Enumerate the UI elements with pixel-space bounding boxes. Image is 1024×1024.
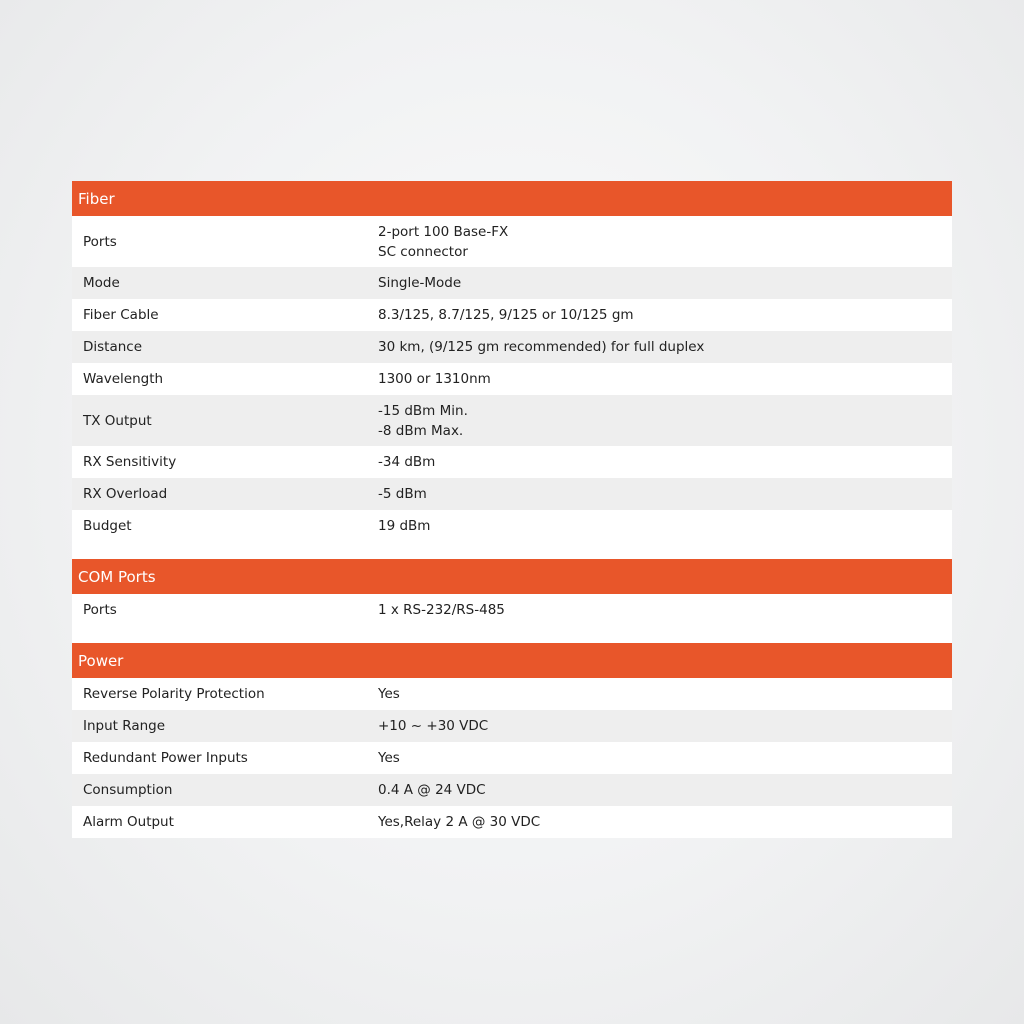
spec-value-line: Yes <box>378 686 400 702</box>
spec-label: Wavelength <box>83 371 164 387</box>
spec-label: TX Output <box>83 412 152 429</box>
spec-label: Reverse Polarity Protection <box>83 686 265 702</box>
table-row <box>72 774 952 806</box>
spec-value <box>378 684 952 704</box>
table-row <box>72 446 952 478</box>
section-rows <box>72 216 952 542</box>
spec-value <box>378 273 952 293</box>
section-header: Power <box>72 643 952 678</box>
spec-value <box>378 748 952 768</box>
spec-value-line: 0.4 A @ 24 VDC <box>378 782 486 798</box>
spec-value-line: 30 km, (9/125 gm recommended) for full duplex <box>378 339 705 355</box>
table-row <box>72 331 952 363</box>
spec-value <box>378 780 952 800</box>
spec-label: Fiber Cable <box>83 307 159 323</box>
spec-label: Ports <box>83 602 117 618</box>
spec-label: Distance <box>83 339 143 355</box>
table-row <box>72 678 952 710</box>
spec-value <box>378 452 952 472</box>
spec-value-line: +10 ~ +30 VDC <box>378 718 489 734</box>
spec-value-line: -15 dBm Min. <box>378 402 468 419</box>
spec-value <box>378 516 952 536</box>
spec-value-line: 19 dBm <box>378 518 431 534</box>
spec-value <box>378 337 952 357</box>
spec-value-line: Yes <box>378 750 400 766</box>
section-header: Fiber <box>72 181 952 216</box>
table-row <box>72 216 952 267</box>
table-row <box>72 299 952 331</box>
spec-label: RX Sensitivity <box>83 454 177 470</box>
spec-value <box>378 716 952 736</box>
spec-label: Ports <box>83 233 117 250</box>
spec-value <box>378 222 952 262</box>
spec-value-line: 2-port 100 Base-FX <box>378 223 509 240</box>
table-row <box>72 710 952 742</box>
table-row <box>72 594 952 626</box>
spec-label: Alarm Output <box>83 814 174 830</box>
spec-value-line: 1 x RS-232/RS-485 <box>378 602 505 618</box>
spec-value-line: -8 dBm Max. <box>378 422 464 439</box>
spec-label: Mode <box>83 275 120 291</box>
spec-value <box>378 369 952 389</box>
section-rows <box>72 678 952 838</box>
section-header: COM Ports <box>72 559 952 594</box>
spec-value-line: Yes,Relay 2 A @ 30 VDC <box>378 814 541 830</box>
table-row <box>72 478 952 510</box>
spec-label: Redundant Power Inputs <box>83 750 248 766</box>
section-spacer <box>72 542 952 559</box>
section-fiber <box>72 181 952 559</box>
spec-label: Budget <box>83 518 132 534</box>
spec-value <box>378 305 952 325</box>
spec-value-line: Single-Mode <box>378 275 462 291</box>
table-row <box>72 395 952 446</box>
spec-label: Input Range <box>83 718 166 734</box>
spec-value-line: 1300 or 1310nm <box>378 371 491 387</box>
spec-value-line: -5 dBm <box>378 486 427 502</box>
section-spacer <box>72 626 952 643</box>
table-row <box>72 267 952 299</box>
spec-value-line: SC connector <box>378 243 468 260</box>
spec-value <box>378 600 952 620</box>
spec-value-line: 8.3/125, 8.7/125, 9/125 or 10/125 gm <box>378 307 634 323</box>
section-power <box>72 643 952 838</box>
section-rows <box>72 594 952 626</box>
table-row <box>72 363 952 395</box>
table-row <box>72 742 952 774</box>
spec-value <box>378 484 952 504</box>
spec-label: Consumption <box>83 782 173 798</box>
spec-table <box>72 181 952 838</box>
table-row <box>72 806 952 838</box>
spec-value <box>378 812 952 832</box>
table-row <box>72 510 952 542</box>
spec-value-line: -34 dBm <box>378 454 436 470</box>
spec-value <box>378 401 952 441</box>
section-com-ports <box>72 559 952 643</box>
spec-label: RX Overload <box>83 486 168 502</box>
